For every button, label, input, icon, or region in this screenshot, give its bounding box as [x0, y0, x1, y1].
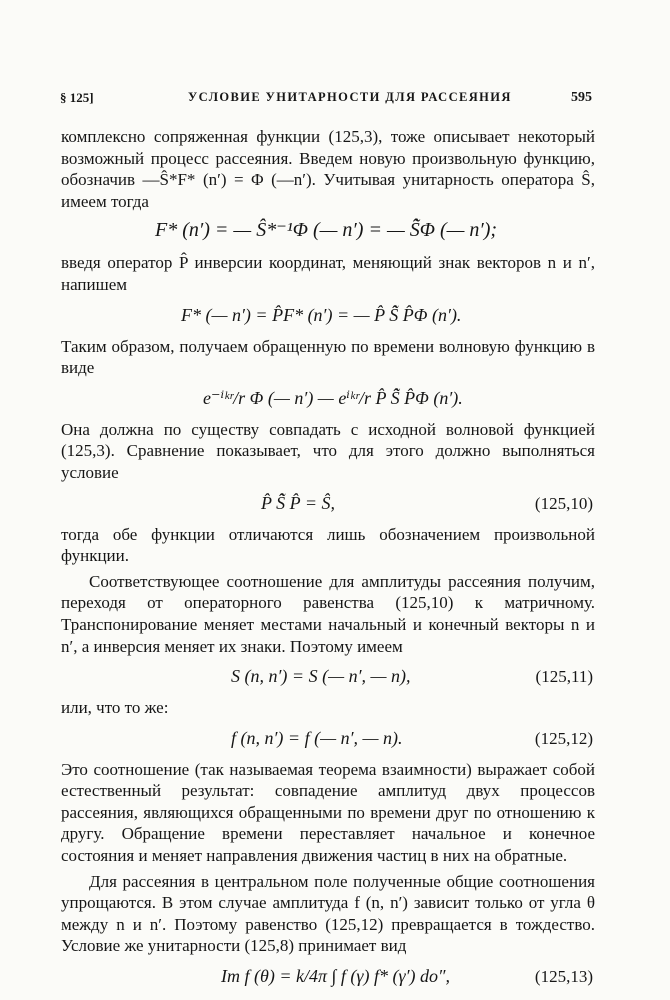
paragraph-5: тогда обе функции отличаются лишь обозначением произвольной функции. [61, 524, 595, 566]
equation-3 [61, 379, 595, 419]
paragraph-9: Для рассеяния в центральном поле полученные общие соотношения упрощаются. В этом случае амплитуда f (n, n′) зависит только от угла θ между n и n′. Поэтому равенство (125,12) превращается в тождество. Условие же унитарности (125,8) принимает вид [61, 871, 595, 956]
page-number: 595 [571, 90, 592, 105]
section-number: § 125] [60, 90, 94, 105]
equation-3-formula: e⁻ⁱᵏʳ/r Φ (— n′) — eⁱᵏʳ/r P̂ S̃̂ P̂Φ (n′). [203, 387, 463, 408]
equation-2 [61, 296, 595, 336]
equation-1 [61, 212, 595, 252]
equation-1-formula: F* (n′) = — Ŝ*⁻¹Φ (— n′) = — S̃̂Φ (— n′); [155, 219, 498, 242]
equation-4 [61, 484, 595, 524]
equation-6-number: (125,12) [534, 728, 593, 748]
equation-2-formula: F* (— n′) = P̂F* (n′) = — P̂ S̃̂ P̂Φ (n′). [181, 304, 462, 325]
equation-6-formula: f (n, n′) = f (— n′, — n). [231, 727, 403, 748]
equation-4-number: (125,10) [534, 493, 593, 513]
equation-5 [61, 657, 595, 697]
equation-7-number: (125,13) [534, 967, 593, 987]
equation-7 [61, 957, 595, 997]
equation-5-formula: S (n, n′) = S (— n′, — n), [231, 666, 411, 687]
paragraph-2: введя оператор P̂ инверсии координат, меняющий знак векторов n и n′, напишем [61, 253, 595, 294]
equation-7-formula: Im f (θ) = k/4π ∫ f (γ) f* (γ′) do″, [221, 966, 451, 987]
paragraph-3: Таким образом, получаем обращенную по времени волновую функцию в виде [61, 336, 595, 378]
running-header [60, 90, 592, 112]
running-title: УСЛОВИЕ УНИТАРНОСТИ ДЛЯ РАССЕЯНИЯ [188, 90, 512, 104]
paragraph-1: комплексно сопряженная функции (125,3), тоже описывает некоторый возможный процесс рассеяния. Введем новую произвольную функцию, обозначив —Ŝ*F* (n′) = Φ (—n′). Учитывая унитарность оператора Ŝ, имеем тогда [61, 127, 595, 211]
paragraph-6: Соответствующее соотношение для амплитуды рассеяния получим, переходя от операторного равенства (125,10) к матричному. Транспонирование меняет местами начальный и конечный векторы n и n′, а инверсия меняет их знаки. Поэтому имеем [61, 571, 595, 656]
paragraph-4: Она должна по существу совпадать с исходной волновой функцией (125,3). Сравнение показывает, что для этого должно выполняться условие [61, 419, 595, 482]
paragraph-7: или, что то же: [61, 698, 169, 718]
paragraph-8: Это соотношение (так называемая теорема взаимности) выражает собой естественный результат: совпадение амплитуд двух процессов рассеяния, являющихся обращенными по времени друг по отношению к другу. Обращение времени переставляет начальное и конечное состояния и меняет направления движения частиц в них на обратные. [61, 759, 595, 866]
equation-5-number: (125,11) [535, 667, 593, 687]
page-body [61, 126, 595, 997]
equation-4-formula: P̂ S̃̂ P̂ = Ŝ, [261, 492, 335, 513]
equation-6 [61, 719, 595, 759]
